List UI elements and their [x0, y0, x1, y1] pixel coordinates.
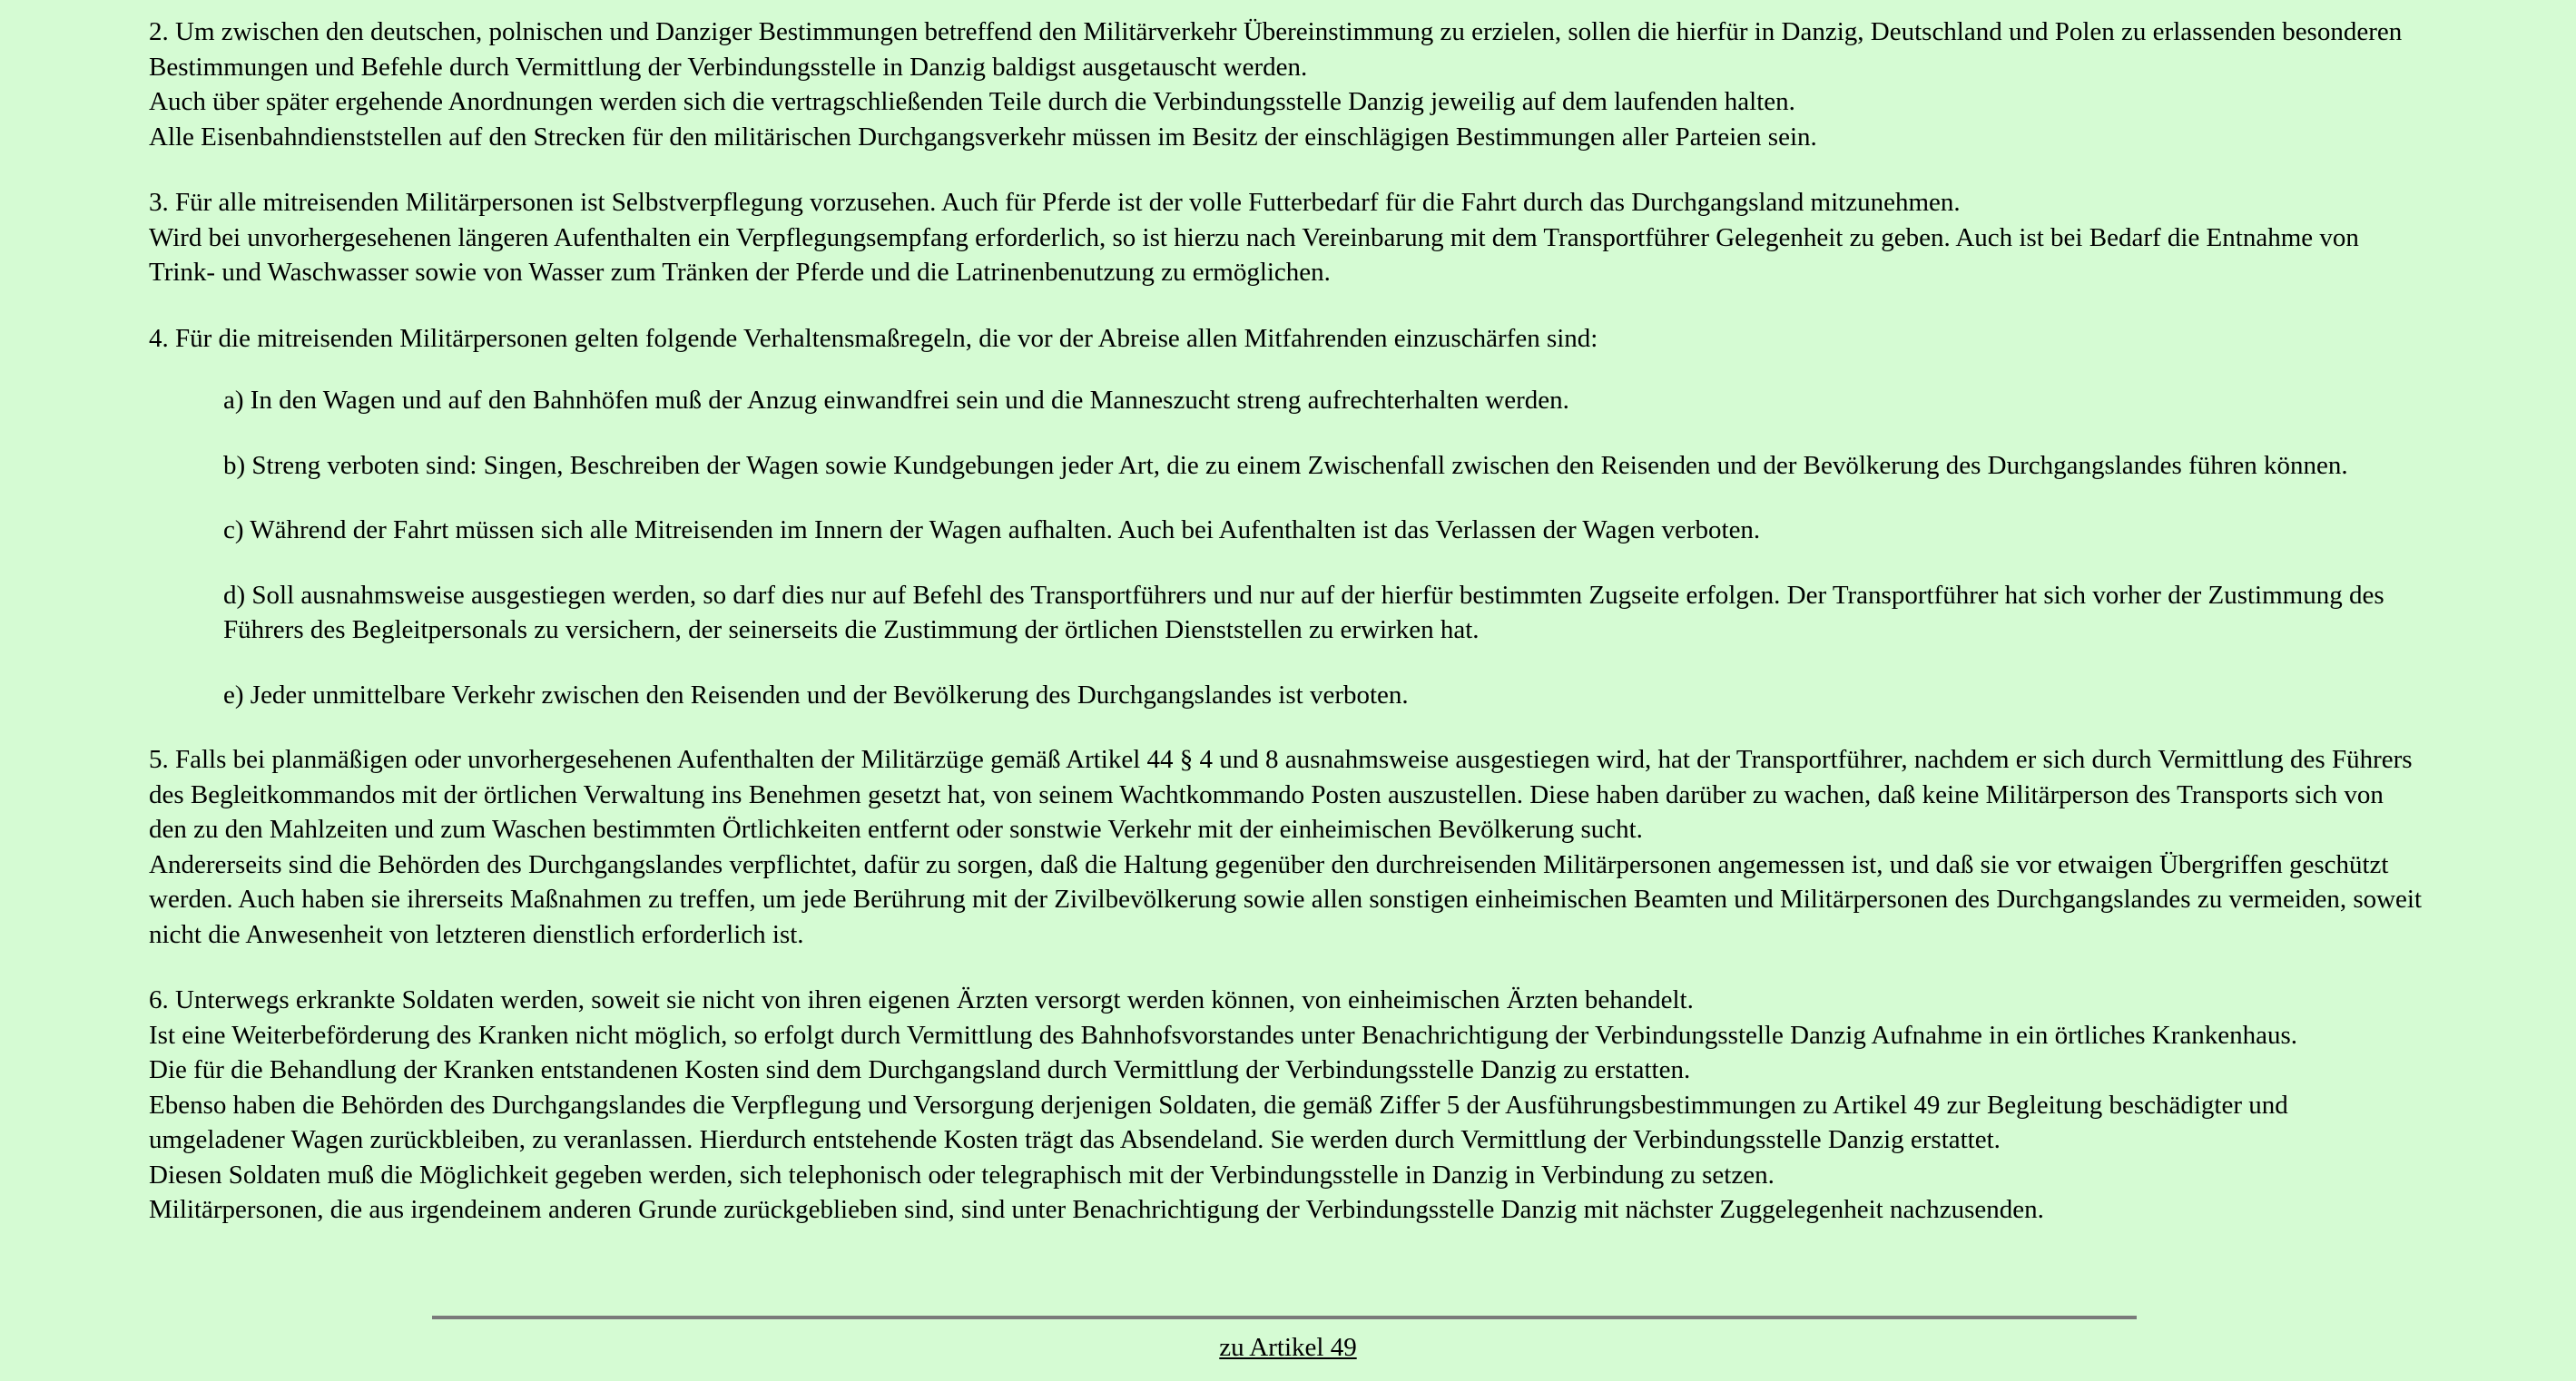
section-6-line: Ist eine Weiterbeförderung des Kranken nicht möglich, so erfolgt durch Vermittlung des Bahnhofsvorstandes unter Benachrichtigung der Verbindungsstelle Danzig Aufnahme in ein örtliches Krankenhaus.	[149, 1020, 2297, 1050]
section-3-line: Wird bei unvorhergesehenen längeren Aufenthalten ein Verpflegungsempfang erforderlich, so ist hierzu nach Vereinbarung mit dem Transportführer Gelegenheit zu geben. Auch ist bei Bedarf die Entnahme von Trink- und Waschwasser sowie von Wasser zum Tränken der Pferde und die Latrinenbenutzung zu ermöglichen.	[149, 222, 2359, 287]
section-5-line: Andererseits sind die Behörden des Durchgangslandes verpflichtet, dafür zu sorgen, daß die Haltung gegenüber den durchreisenden Militärpersonen angemessen ist, und daß sie vor etwaigen Übergriffen geschützt werden. Auch haben sie ihrerseits Maßnahmen zu treffen, um jede Berührung mit der Zivilbevölkerung sowie allen sonstigen einheimischen Beamten und Militärpersonen des Durchgangslandes zu vermeiden, soweit nicht die Anwesenheit von letzteren dienstlich erforderlich ist.	[149, 849, 2423, 949]
section-5	[149, 742, 2427, 952]
section-4-intro: 4. Für die mitreisenden Militärpersonen gelten folgende Verhaltensmaßregeln, die vor der Abreise allen Mitfahrenden einzuschärfen sind:	[149, 323, 1598, 353]
horizontal-divider	[432, 1316, 2137, 1319]
section-4-item-e: e) Jeder unmittelbare Verkehr zwischen den Reisenden und der Bevölkerung des Durchgangslandes ist verboten.	[223, 680, 1409, 710]
section-2-line: Alle Eisenbahndienststellen auf den Strecken für den militärischen Durchgangsverkehr müssen im Besitz der einschlägigen Bestimmungen aller Parteien sein.	[149, 122, 1817, 152]
section-6-line: Die für die Behandlung der Kranken entstandenen Kosten sind dem Durchgangsland durch Vermittlung der Verbindungsstelle Danzig zu erstatten.	[149, 1055, 1691, 1084]
section-6-line: Ebenso haben die Behörden des Durchgangslandes die Verpflegung und Versorgung derjenigen Soldaten, die gemäß Ziffer 5 der Ausführungsbestimmungen zu Artikel 49 zur Begleitung beschädigter und umgeladener Wagen zurückbleiben, zu veranlassen. Hierdurch entstehende Kosten trägt das Absendeland. Sie werden durch Vermittlung der Verbindungsstelle Danzig erstattet.	[149, 1090, 2288, 1154]
section-6-line: Diesen Soldaten muß die Möglichkeit gegeben werden, sich telephonisch oder telegraphisch mit der Verbindungsstelle in Danzig in Verbindung zu setzen.	[149, 1160, 1775, 1190]
section-4	[149, 321, 2427, 713]
section-4-item-a: a) In den Wagen und auf den Bahnhöfen muß der Anzug einwandfrei sein und die Manneszucht streng aufrechterhalten werden.	[223, 386, 1569, 415]
section-3	[149, 185, 2427, 290]
section-4-item-c: c) Während der Fahrt müssen sich alle Mitreisenden im Innern der Wagen aufhalten. Auch bei Aufenthalten ist das Verlassen der Wagen verboten.	[223, 515, 1761, 544]
section-2-line: Auch über später ergehende Anordnungen werden sich die vertragschließenden Teile durch die Verbindungsstelle Danzig jeweilig auf dem laufenden halten.	[149, 87, 1795, 116]
section-6	[149, 983, 2427, 1228]
section-5-line: 5. Falls bei planmäßigen oder unvorhergesehenen Aufenthalten der Militärzüge gemäß Artikel 44 § 4 und 8 ausnahmsweise ausgestiegen wird, hat der Transportführer, nachdem er sich durch Vermittlung des Führers des Begleitkommandos mit der örtlichen Verwaltung ins Benehmen gesetzt hat, von seinem Wachtkommando Posten auszustellen. Diese haben darüber zu wachen, daß keine Militärperson des Transports sich von den zu den Mahlzeiten und zum Waschen bestimmten Örtlichkeiten entfernt oder sonstwie Verkehr mit der einheimischen Bevölkerung sucht.	[149, 745, 2413, 844]
section-4-item-b: b) Streng verboten sind: Singen, Beschreiben der Wagen sowie Kundgebungen jeder Art, die zu einem Zwischenfall zwischen den Reisenden und der Bevölkerung des Durchgangslandes führen können.	[223, 450, 2348, 480]
link-zu-artikel-49[interactable]: zu Artikel 49	[1219, 1333, 1357, 1362]
section-6-line: Militärpersonen, die aus irgendeinem anderen Grunde zurückgeblieben sind, sind unter Benachrichtigung der Verbindungsstelle Danzig mit nächster Zuggelegenheit nachzusenden.	[149, 1195, 2044, 1224]
section-3-line: 3. Für alle mitreisenden Militärpersonen ist Selbstverpflegung vorzusehen. Auch für Pferde ist der volle Futterbedarf für die Fahrt durch das Durchgangsland mitzunehmen.	[149, 188, 1961, 217]
section-4-item-d: d) Soll ausnahmsweise ausgestiegen werden, so darf dies nur auf Befehl des Transportführers und nur auf der hierfür bestimmten Zugseite erfolgen. Der Transportführer hat sich vorher der Zustimmung des Führers des Begleitpersonals zu versichern, der seinerseits die Zustimmung der örtlichen Dienststellen zu erwirken hat.	[223, 580, 2384, 644]
section-6-line: 6. Unterwegs erkrankte Soldaten werden, soweit sie nicht von ihren eigenen Ärzten versorgt werden können, von einheimischen Ärzten behandelt.	[149, 985, 1694, 1014]
section-2-line: 2. Um zwischen den deutschen, polnischen und Danziger Bestimmungen betreffend den Militärverkehr Übereinstimmung zu erzielen, sollen die hierfür in Danzig, Deutschland und Polen zu erlassenden besonderen Bestimmungen und Befehle durch Vermittlung der Verbindungsstelle in Danzig baldigst ausgetauscht werden.	[149, 17, 2403, 82]
section-2	[149, 15, 2427, 154]
footer-nav	[0, 1330, 2576, 1365]
